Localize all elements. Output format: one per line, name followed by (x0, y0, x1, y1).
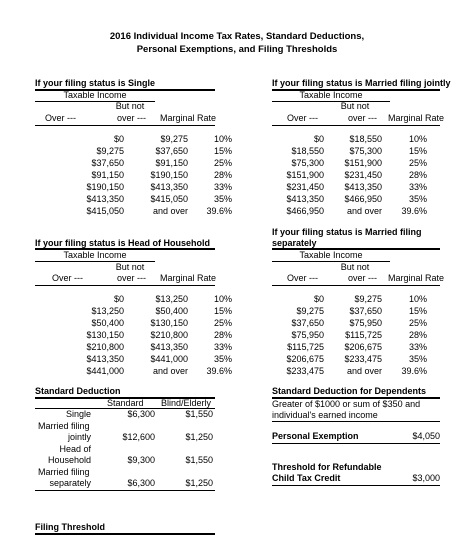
bracket-over: $0 (313, 134, 324, 144)
bracket-row (35, 306, 232, 317)
bracket-row (272, 318, 462, 329)
bracket-over: $115,725 (287, 342, 324, 352)
std-hoh-label-line1: Head of (59, 444, 91, 454)
bracket-rate: 10% (213, 294, 232, 304)
bracket-over: $466,950 (286, 206, 324, 216)
divider (272, 285, 440, 286)
bracket-rate: 33% (408, 182, 427, 192)
bracket-rate: 39.6% (206, 366, 232, 376)
bracket-row (272, 194, 462, 205)
bracket-over: $190,150 (86, 182, 124, 192)
std-mfj-label-line1: Married filing (38, 421, 90, 431)
hoh-but-not: But not (115, 262, 145, 272)
divider (272, 421, 440, 422)
bracket-over: $151,900 (286, 170, 324, 180)
bracket-row (35, 354, 232, 365)
bracket-rate: 25% (408, 158, 427, 168)
bracket-rate: 25% (213, 318, 232, 328)
bracket-over: $75,950 (291, 330, 324, 340)
mfs-over-header: Over --- (287, 273, 318, 283)
bracket-over: $9,275 (96, 146, 124, 156)
bracket-rate: 28% (408, 330, 427, 340)
bracket-row (272, 170, 462, 181)
bracket-rate: 28% (408, 170, 427, 180)
bracket-over: $50,400 (91, 318, 124, 328)
bracket-row (35, 318, 232, 329)
bracket-but-not-over: $50,400 (155, 306, 188, 316)
bracket-over: $441,000 (86, 366, 124, 376)
bracket-over: $130,150 (86, 330, 124, 340)
bracket-row (272, 330, 462, 341)
dependents-text-line2: individual's earned income (272, 410, 378, 420)
bracket-row (35, 294, 232, 305)
bracket-but-not-over: $37,650 (349, 306, 382, 316)
single-but-not: But not (115, 101, 145, 111)
std-deduction-heading: Standard Deduction (35, 386, 121, 396)
bracket-row (35, 194, 232, 205)
bracket-but-not-over: $210,800 (150, 330, 188, 340)
mfj-taxable-income: Taxable Income (299, 90, 363, 100)
bracket-but-not-over: $466,950 (344, 194, 382, 204)
bracket-but-not-over: $413,350 (150, 342, 188, 352)
bracket-row (272, 146, 462, 157)
bracket-row (272, 306, 462, 317)
bracket-row (35, 170, 232, 181)
bracket-rate: 10% (408, 134, 427, 144)
mfj-heading: If your filing status is Married filing jointly (272, 78, 451, 88)
single-over2-header: over --- (117, 113, 146, 123)
std-mfj-label-line2: jointly (67, 432, 91, 442)
bracket-rate: 39.6% (206, 206, 232, 216)
bracket-row (272, 134, 462, 145)
bracket-rate: 35% (213, 354, 232, 364)
bracket-over: $413,350 (86, 194, 124, 204)
mfs-over2-header: over --- (348, 273, 377, 283)
bracket-but-not-over: $18,550 (349, 134, 382, 144)
personal-exemption-label: Personal Exemption (272, 431, 359, 441)
bracket-rate: 10% (408, 294, 427, 304)
mfj-over-header: Over --- (287, 113, 318, 123)
bracket-but-not-over: $91,150 (155, 158, 188, 168)
bracket-over: $0 (113, 134, 124, 144)
divider (35, 533, 215, 535)
bracket-rate: 15% (213, 306, 232, 316)
bracket-over: $413,350 (286, 194, 324, 204)
divider (272, 125, 440, 126)
bracket-over: $415,050 (86, 206, 124, 216)
single-over-header: Over --- (45, 113, 76, 123)
bracket-rate: 35% (408, 354, 427, 364)
bracket-row (35, 134, 232, 145)
std-hoh-standard: $9,300 (127, 455, 155, 465)
std-mfj-standard: $12,600 (122, 432, 155, 442)
bracket-row (35, 342, 232, 353)
bracket-but-not-over: and over (152, 366, 188, 376)
bracket-over: $13,250 (91, 306, 124, 316)
hoh-heading: If your filing status is Head of Household (35, 238, 211, 248)
divider (35, 125, 215, 126)
bracket-rate: 33% (408, 342, 427, 352)
bracket-but-not-over: $233,475 (344, 354, 382, 364)
bracket-rate: 39.6% (401, 206, 427, 216)
bracket-rate: 28% (213, 170, 232, 180)
bracket-over: $75,300 (291, 158, 324, 168)
filing-threshold-heading: Filing Threshold (35, 522, 105, 532)
bracket-over: $37,650 (91, 158, 124, 168)
bracket-rate: 28% (213, 330, 232, 340)
bracket-row (272, 158, 462, 169)
single-taxable-income: Taxable Income (63, 90, 127, 100)
mfs-heading-line2: separately (272, 238, 317, 248)
bracket-but-not-over: $130,150 (150, 318, 188, 328)
std-single-standard: $6,300 (127, 409, 155, 419)
std-col-blind: Blind/Elderly (161, 398, 212, 408)
std-mfj-blind: $1,250 (185, 432, 213, 442)
bracket-over: $0 (113, 294, 124, 304)
std-mfs-blind: $1,250 (185, 478, 213, 488)
bracket-over: $91,150 (91, 170, 124, 180)
bracket-but-not-over: $9,275 (354, 294, 382, 304)
bracket-rate: 25% (408, 318, 427, 328)
page-title-line2: Personal Exemptions, and Filing Thresholds (136, 44, 338, 55)
std-single-blind: $1,550 (185, 409, 213, 419)
bracket-but-not-over: $115,725 (345, 330, 382, 340)
bracket-but-not-over: $415,050 (150, 194, 188, 204)
hoh-taxable-income: Taxable Income (63, 250, 127, 260)
bracket-row (35, 366, 232, 377)
bracket-but-not-over: $441,000 (150, 354, 188, 364)
bracket-but-not-over: $9,275 (160, 134, 188, 144)
bracket-but-not-over: and over (346, 366, 382, 376)
bracket-over: $413,350 (86, 354, 124, 364)
bracket-over: $0 (313, 294, 324, 304)
bracket-row (272, 206, 462, 217)
bracket-row (35, 146, 232, 157)
bracket-over: $210,800 (86, 342, 124, 352)
bracket-row (272, 354, 462, 365)
bracket-rate: 15% (408, 306, 427, 316)
bracket-but-not-over: $37,650 (155, 146, 188, 156)
bracket-rate: 33% (213, 182, 232, 192)
bracket-but-not-over: $13,250 (155, 294, 188, 304)
bracket-rate: 10% (213, 134, 232, 144)
mfs-marginal-rate-header: Marginal Rate (388, 273, 445, 283)
divider (272, 485, 440, 486)
single-marginal-rate-header: Marginal Rate (160, 113, 217, 123)
hoh-marginal-rate-header: Marginal Rate (160, 273, 217, 283)
dependents-text-line1: Greater of $1000 or sum of $350 and (272, 399, 421, 409)
bracket-rate: 15% (408, 146, 427, 156)
divider (35, 285, 215, 286)
std-mfs-label-line2: separately (49, 478, 91, 488)
bracket-but-not-over: $413,350 (150, 182, 188, 192)
std-mfs-standard: $6,300 (127, 478, 155, 488)
bracket-but-not-over: $190,150 (150, 170, 188, 180)
mfj-over2-header: over --- (348, 113, 377, 123)
bracket-rate: 33% (213, 342, 232, 352)
bracket-rate: 35% (408, 194, 427, 204)
hoh-over2-header: over --- (117, 273, 146, 283)
bracket-row (35, 206, 232, 217)
single-heading: If your filing status is Single (35, 78, 156, 88)
child-tax-credit-label-line2: Child Tax Credit (272, 473, 341, 483)
bracket-rate: 35% (213, 194, 232, 204)
mfs-but-not: But not (340, 262, 370, 272)
bracket-over: $9,275 (296, 306, 324, 316)
bracket-row (272, 294, 462, 305)
bracket-but-not-over: and over (346, 206, 382, 216)
hoh-over-header: Over --- (52, 273, 83, 283)
child-tax-credit-label-line1: Threshold for Refundable (272, 462, 382, 472)
std-single-label: Single (65, 409, 91, 419)
bracket-row (272, 342, 462, 353)
bracket-but-not-over: $231,450 (344, 170, 382, 180)
bracket-but-not-over: and over (152, 206, 188, 216)
dependents-heading: Standard Deduction for Dependents (272, 386, 427, 396)
bracket-rate: 25% (213, 158, 232, 168)
bracket-row (35, 182, 232, 193)
bracket-over: $18,550 (291, 146, 324, 156)
std-hoh-blind: $1,550 (185, 455, 213, 465)
bracket-over: $206,675 (286, 354, 324, 364)
mfs-heading-line1: If your filing status is Married filing (272, 227, 422, 237)
bracket-rate: 15% (213, 146, 232, 156)
bracket-but-not-over: $75,300 (349, 146, 382, 156)
std-col-standard: Standard (107, 398, 144, 408)
bracket-row (35, 158, 232, 169)
bracket-rate: 39.6% (401, 366, 427, 376)
std-hoh-label-line2: Household (47, 455, 91, 465)
bracket-but-not-over: $151,900 (344, 158, 382, 168)
mfs-taxable-income: Taxable Income (299, 250, 363, 260)
bracket-over: $231,450 (286, 182, 324, 192)
bracket-row (35, 330, 232, 341)
divider (35, 490, 215, 491)
bracket-but-not-over: $206,675 (344, 342, 382, 352)
bracket-over: $233,475 (286, 366, 324, 376)
page-title-line1: 2016 Individual Income Tax Rates, Standard Deductions, (109, 31, 365, 42)
divider (272, 443, 440, 444)
mfj-but-not: But not (340, 101, 370, 111)
personal-exemption-value: $4,050 (412, 431, 440, 441)
bracket-but-not-over: $413,350 (344, 182, 382, 192)
bracket-but-not-over: $75,950 (349, 318, 382, 328)
bracket-row (272, 366, 462, 377)
bracket-over: $37,650 (291, 318, 324, 328)
bracket-row (272, 182, 462, 193)
child-tax-credit-value: $3,000 (412, 473, 440, 483)
mfj-marginal-rate-header: Marginal Rate (388, 113, 445, 123)
std-mfs-label-line1: Married filing (38, 467, 90, 477)
